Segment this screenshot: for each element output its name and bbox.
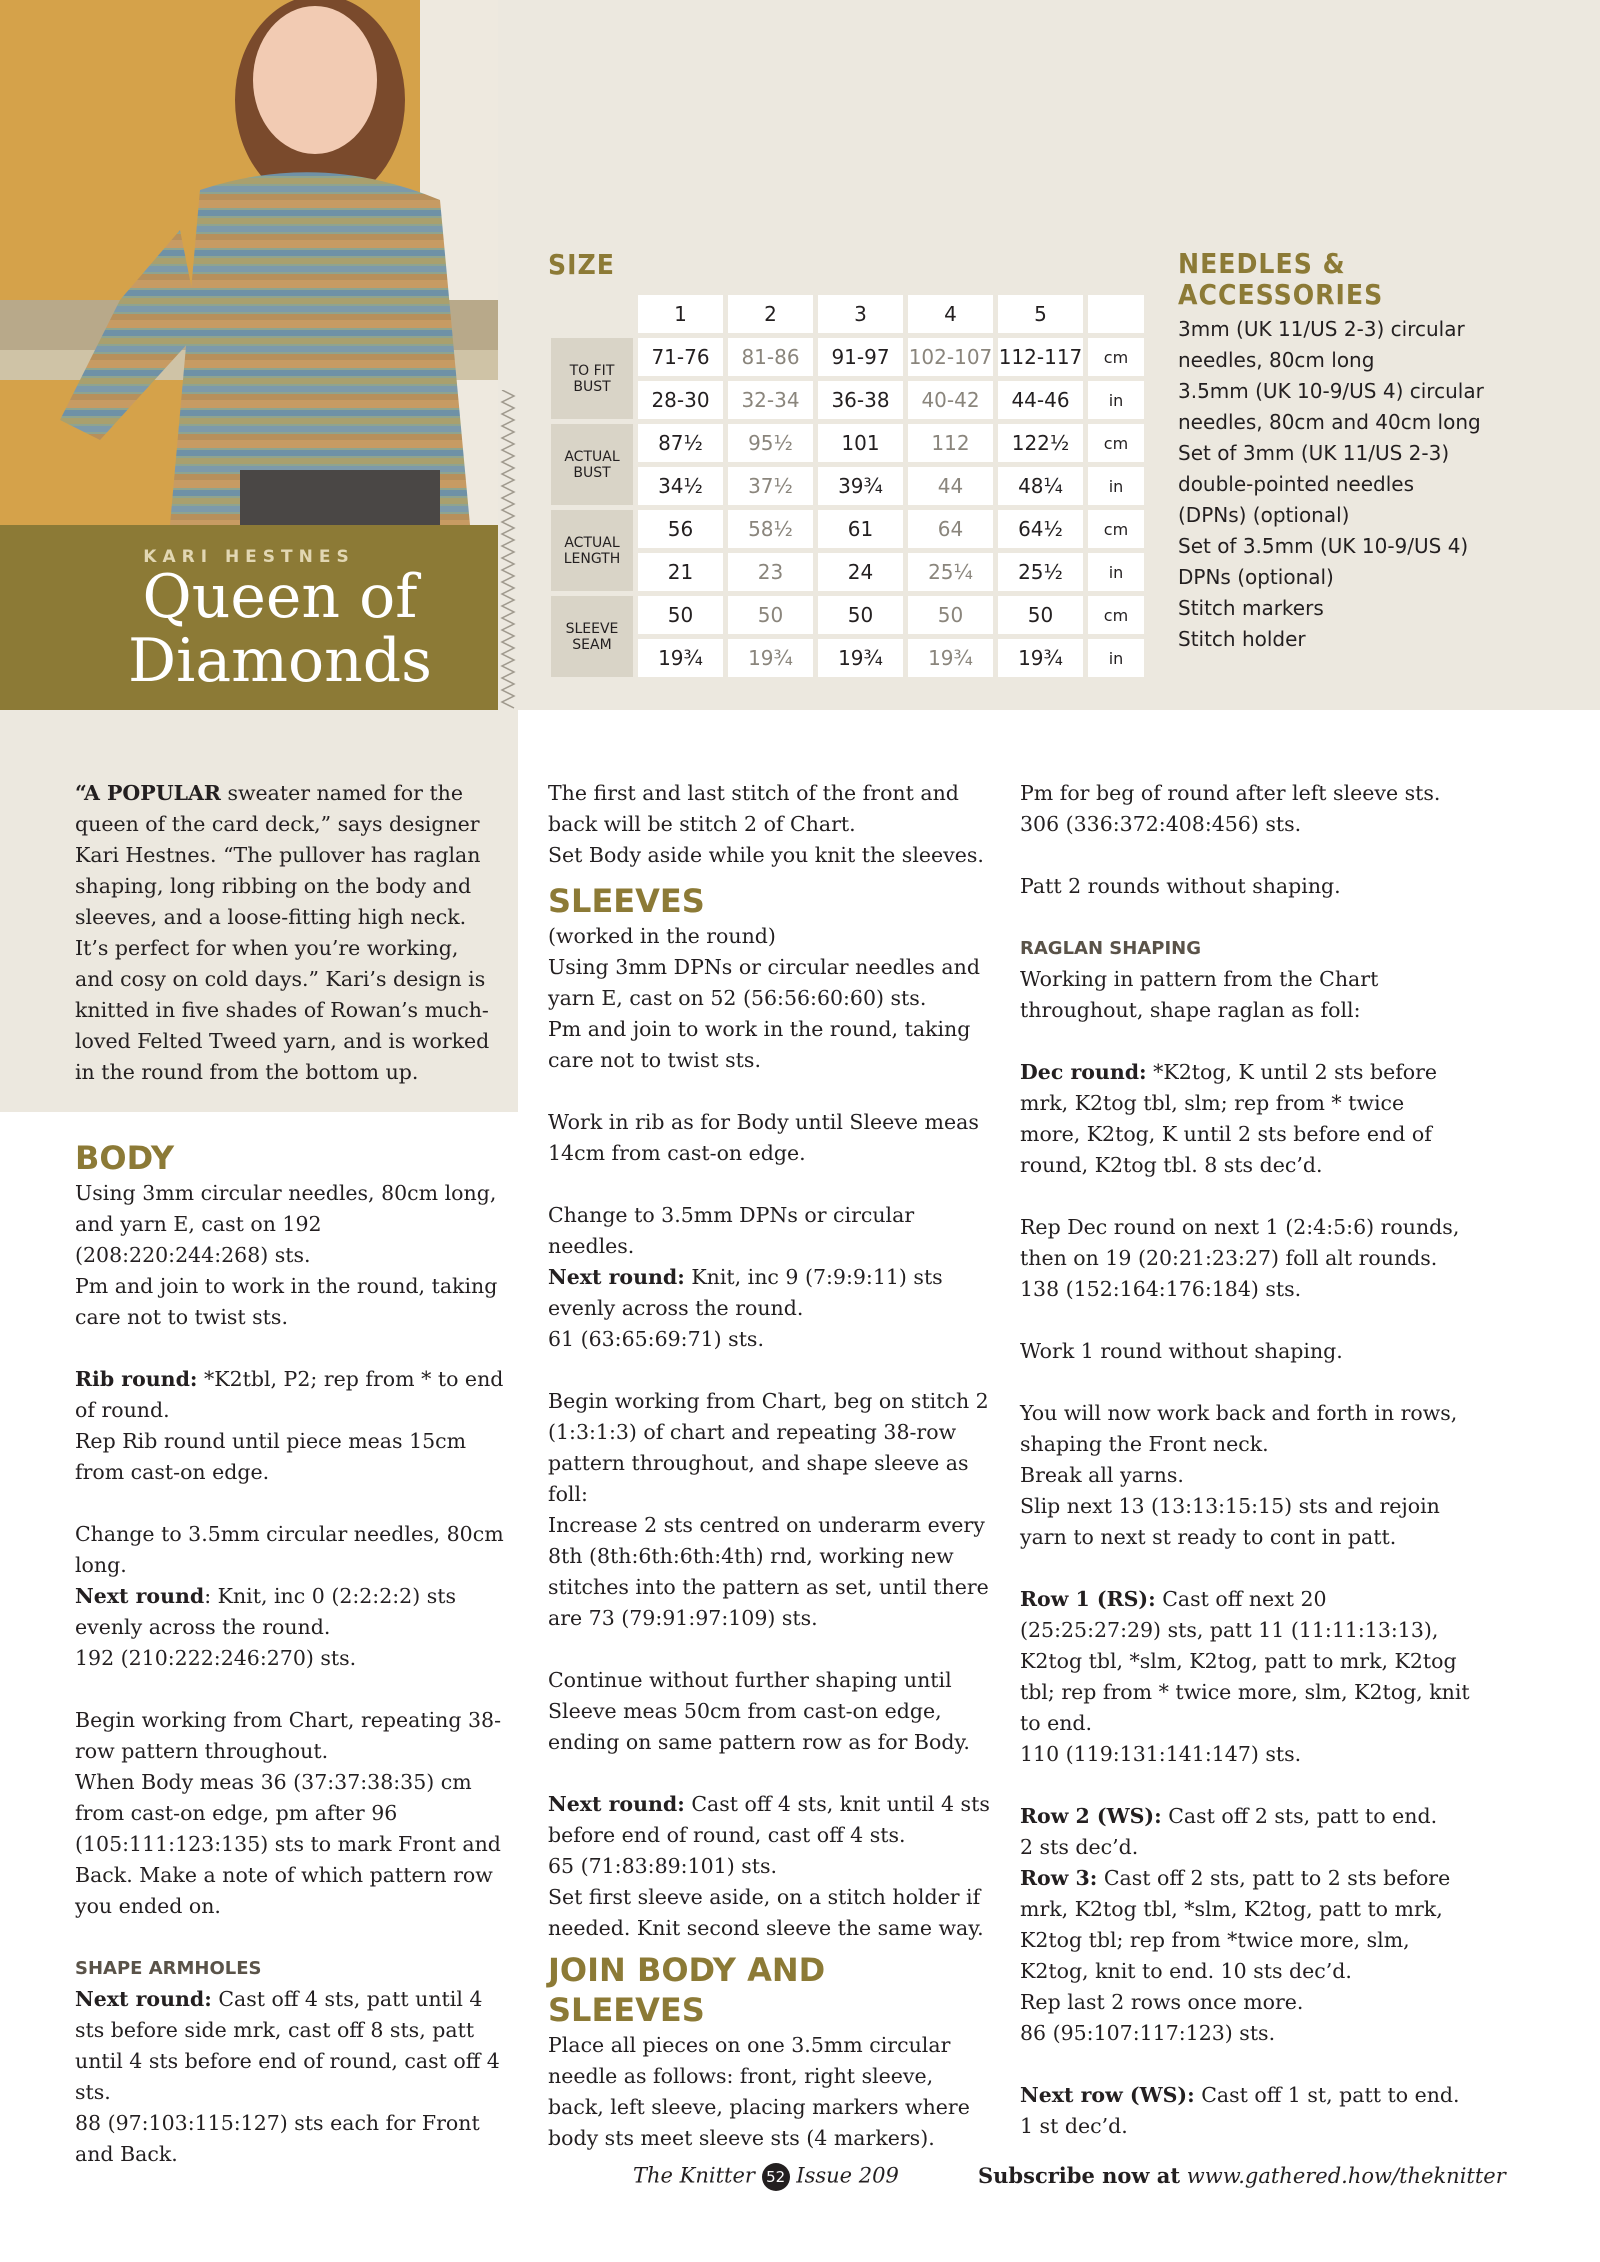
table-row <box>551 424 1144 462</box>
col3-p6: 138 (152:164:176:184) sts. <box>1020 1277 1302 1301</box>
row3-text: Cast off 2 sts, patt to 2 sts before mrk, K2tog tbl, *slm, K2tog, patt to mrk, K2tog tbl; rep from *twice more, slm, K2tog, knit to end. 10 sts dec’d. <box>1020 1866 1451 1983</box>
list-item: Stitch holder <box>1178 627 1306 651</box>
col3-p7: Work 1 round without shaping. <box>1020 1339 1343 1363</box>
table-cell: 56 <box>638 510 723 548</box>
table-cell: 50 <box>998 596 1083 634</box>
sleeves-heading: SLEEVES <box>548 882 705 920</box>
col3-p4: Working in pattern from the Chart throughout, shape raglan as foll: <box>1020 967 1379 1022</box>
sleeves-s12: 65 (71:83:89:101) sts. <box>548 1854 778 1878</box>
row-label: SLEEVE SEAM <box>551 596 633 677</box>
raglan-heading: RAGLAN SHAPING <box>1020 938 1201 959</box>
table-cell: 64 <box>908 510 993 548</box>
intro-lead: “A POPULAR <box>75 781 221 805</box>
col3-p14: 86 (95:107:117:123) sts. <box>1020 2021 1276 2045</box>
table-cell: 44 <box>908 467 993 505</box>
rib-text: *K2tbl, P2; rep from * to end of round. <box>75 1367 504 1422</box>
table-cell: 19¾ <box>638 639 723 677</box>
table-cell: 40-42 <box>908 381 993 419</box>
table-cell: 112 <box>908 424 993 462</box>
col3-p10: Slip next 13 (13:13:15:15) sts and rejoin yarn to next st ready to cont in patt. <box>1020 1494 1440 1549</box>
unit-cm: cm <box>1088 596 1144 634</box>
list-item: Set of 3.5mm (UK 10-9/US 4) DPNs (optional) <box>1178 534 1469 589</box>
table-cell: 39¾ <box>818 467 903 505</box>
subscribe-text: Subscribe now at <box>978 2163 1181 2188</box>
table-cell: 19¾ <box>908 639 993 677</box>
col2-p1: The first and last stitch of the front and back will be stitch 2 of Chart. <box>548 781 959 836</box>
row2-text: Cast off 2 sts, patt to end. <box>1161 1804 1438 1828</box>
intro-text <box>75 778 495 1088</box>
sleeves-next-text: Knit, inc 9 (7:9:9:11) sts evenly across the round. <box>548 1265 943 1320</box>
table-cell: 102-107 <box>908 338 993 376</box>
issue-number: Issue 209 <box>796 2163 899 2188</box>
list-item: Set of 3mm (UK 11/US 2-3) double-pointed needles (DPNs) (optional) <box>1178 441 1450 527</box>
size-table <box>546 290 1149 682</box>
needles-heading-line-1: NEEDLES & <box>1178 247 1346 280</box>
col3-p12: 2 sts dec’d. <box>1020 1835 1139 1859</box>
join-j1: Place all pieces on one 3.5mm circular needle as follows: front, right sleeve, back, left sleeve, placing markers where body sts meet sleeve sts (4 markers). <box>548 2033 970 2150</box>
join-heading: JOIN BODY AND SLEEVES <box>548 1951 826 2029</box>
column-2 <box>548 778 993 2154</box>
body-p4: Change to 3.5mm circular needles, 80cm long. <box>75 1522 504 1577</box>
column-1 <box>75 1138 505 2170</box>
col3-p5: Rep Dec round on next 1 (2:4:5:6) rounds, then on 19 (20:21:23:27) foll alt rounds. <box>1020 1215 1460 1270</box>
sleeves-s13: Set first sleeve aside, on a stitch holder if needed. Knit second sleeve the same way. <box>548 1885 984 1940</box>
col3-p13: Rep last 2 rows once more. <box>1020 1990 1304 2014</box>
table-cell: 28-30 <box>638 381 723 419</box>
sleeves-next-label: Next round: <box>548 1265 685 1289</box>
size-header-row <box>551 295 1144 333</box>
size-2: 2 <box>728 295 813 333</box>
table-cell: 95½ <box>728 424 813 462</box>
intro-body: sweater named for the queen of the card deck,” says designer Kari Hestnes. “The pullover has raglan shaping, long ribbing on the body and sleeves, and a loose-fitting high neck. It’s perfect for when you’re working, and cosy on cold days.” Kari’s design is knitted in five shades of Rowan’s much-loved Felted Tweed yarn, and is worked in the round from the bottom up. <box>75 781 490 1084</box>
sleeves-s1: (worked in the round) <box>548 924 776 948</box>
magazine-name: The Knitter <box>633 2163 755 2188</box>
body-heading: BODY <box>75 1139 174 1177</box>
table-cell: 64½ <box>998 510 1083 548</box>
body-p7: When Body meas 36 (37:37:38:35) cm from cast-on edge, pm after 96 (105:111:123:135) sts to mark Front and Back. Make a note of which pattern row you ended on. <box>75 1770 501 1918</box>
unit-in: in <box>1088 381 1144 419</box>
table-cell: 19¾ <box>728 639 813 677</box>
table-cell: 71-76 <box>638 338 723 376</box>
sleeves-s10: Continue without further shaping until Sleeve meas 50cm from cast-on edge, ending on same pattern row as for Body. <box>548 1668 970 1754</box>
table-cell: 23 <box>728 553 813 591</box>
dec-round-label: Dec round: <box>1020 1060 1147 1084</box>
row-label: ACTUAL BUST <box>551 424 633 505</box>
armholes-heading: SHAPE ARMHOLES <box>75 1958 262 1979</box>
sleeves-s5: Change to 3.5mm DPNs or circular needles. <box>548 1203 915 1258</box>
table-cell: 44-46 <box>998 381 1083 419</box>
row1-text: Cast off next 20 (25:25:27:29) sts, patt 11 (11:11:13:13), K2tog tbl, *slm, K2tog, patt to mrk, K2tog tbl; rep from * twice more, slm, K2tog, knit to end. <box>1020 1587 1470 1735</box>
table-cell: 19¾ <box>818 639 903 677</box>
table-cell: 48¼ <box>998 467 1083 505</box>
table-cell: 19¾ <box>998 639 1083 677</box>
row2-label: Row 2 (WS): <box>1020 1804 1162 1828</box>
unit-cm: cm <box>1088 424 1144 462</box>
body-p3: Rep Rib round until piece meas 15cm from cast-on edge. <box>75 1429 467 1484</box>
next-round-label: Next round <box>75 1584 205 1608</box>
sleeves-s9: Increase 2 sts centred on underarm every 8th (8th:6th:6th:4th) rnd, working new stitches into the pattern as set, until there are 73 (79:91:97:109) sts. <box>548 1513 989 1630</box>
list-item: 3mm (UK 11/US 2-3) circular needles, 80cm long <box>1178 317 1465 372</box>
armholes-label: Next round: <box>75 1987 212 2011</box>
needles-list <box>1178 314 1488 655</box>
sleeves-s8: Begin working from Chart, beg on stitch 2 (1:3:1:3) of chart and repeating 38-row pattern throughout, and shape sleeve as foll: <box>548 1389 989 1506</box>
col3-p8: You will now work back and forth in rows, shaping the Front neck. <box>1020 1401 1458 1456</box>
size-heading: SIZE <box>548 248 615 281</box>
table-row <box>551 381 1144 419</box>
table-cell: 36-38 <box>818 381 903 419</box>
armholes-text: Cast off 4 sts, patt until 4 sts before side mrk, cast off 8 sts, patt until 4 sts before end of round, cast off 4 sts. <box>75 1987 500 2104</box>
unit-cm: cm <box>1088 510 1144 548</box>
pattern-title <box>0 562 560 696</box>
sleeves-s3: Pm and join to work in the round, taking care not to twist sts. <box>548 1017 971 1072</box>
blank-cell <box>551 295 633 333</box>
table-cell: 25½ <box>998 553 1083 591</box>
list-item: Stitch markers <box>1178 596 1324 620</box>
row1-label: Row 1 (RS): <box>1020 1587 1156 1611</box>
subscribe-link[interactable]: www.gathered.how/theknitter <box>1186 2164 1506 2188</box>
table-cell: 21 <box>638 553 723 591</box>
table-cell: 61 <box>818 510 903 548</box>
unit-blank <box>1088 295 1144 333</box>
sleeves-castoff-label: Next round: <box>548 1792 685 1816</box>
unit-in: in <box>1088 553 1144 591</box>
sleeves-s2: Using 3mm DPNs or circular needles and yarn E, cast on 52 (56:56:60:60) sts. <box>548 955 980 1010</box>
table-cell: 122½ <box>998 424 1083 462</box>
table-cell: 101 <box>818 424 903 462</box>
table-row <box>551 553 1144 591</box>
body-p5: 192 (210:222:246:270) sts. <box>75 1646 357 1670</box>
unit-in: in <box>1088 639 1144 677</box>
table-row <box>551 510 1144 548</box>
col3-p2: 306 (336:372:408:456) sts. <box>1020 812 1302 836</box>
col3-p9: Break all yarns. <box>1020 1463 1184 1487</box>
row3-label: Row 3: <box>1020 1866 1098 1890</box>
footer-magazine <box>633 2163 899 2191</box>
model-photo <box>0 0 498 525</box>
table-cell: 87½ <box>638 424 723 462</box>
zigzag-divider <box>500 390 516 710</box>
row-label: ACTUAL LENGTH <box>551 510 633 591</box>
designer-name: KARI HESTNES <box>143 547 355 567</box>
col3-p3: Patt 2 rounds without shaping. <box>1020 874 1341 898</box>
table-cell: 91-97 <box>818 338 903 376</box>
table-cell: 24 <box>818 553 903 591</box>
table-cell: 50 <box>638 596 723 634</box>
column-3 <box>1020 778 1470 2142</box>
next-row-text: Cast off 1 st, patt to end. <box>1194 2083 1460 2107</box>
table-cell: 50 <box>728 596 813 634</box>
body-p1: Using 3mm circular needles, 80cm long, and yarn E, cast on 192 (208:220:244:268) sts. <box>75 1181 497 1267</box>
page-number: 52 <box>762 2163 790 2191</box>
body-p8: 88 (97:103:115:127) sts each for Front and Back. <box>75 2111 480 2166</box>
table-row <box>551 596 1144 634</box>
next-round-text: : Knit, inc 0 (2:2:2:2) sts evenly across the round. <box>75 1584 456 1639</box>
table-cell: 81-86 <box>728 338 813 376</box>
table-cell: 50 <box>908 596 993 634</box>
footer-subscribe <box>978 2163 1506 2188</box>
table-row <box>551 639 1144 677</box>
table-row <box>551 467 1144 505</box>
title-line-2: Diamonds <box>128 626 432 696</box>
row-label: TO FIT BUST <box>551 338 633 419</box>
col3-p11: 110 (119:131:141:147) sts. <box>1020 1742 1302 1766</box>
body-p6: Begin working from Chart, repeating 38-row pattern throughout. <box>75 1708 502 1763</box>
sleeves-castoff-text: Cast off 4 sts, knit until 4 sts before end of round, cast off 4 sts. <box>548 1792 990 1847</box>
table-row <box>551 338 1144 376</box>
col3-p1: Pm for beg of round after left sleeve sts. <box>1020 781 1441 805</box>
title-line-1: Queen of <box>142 562 418 632</box>
table-cell: 58½ <box>728 510 813 548</box>
size-5: 5 <box>998 295 1083 333</box>
unit-cm: cm <box>1088 338 1144 376</box>
table-cell: 32-34 <box>728 381 813 419</box>
body-p2: Pm and join to work in the round, taking care not to twist sts. <box>75 1274 498 1329</box>
table-cell: 112-117 <box>998 338 1083 376</box>
needles-heading <box>1178 248 1478 310</box>
model-photo-illustration <box>0 0 498 525</box>
list-item: 3.5mm (UK 10-9/US 4) circular needles, 80cm and 40cm long <box>1178 379 1484 434</box>
rib-label: Rib round: <box>75 1367 198 1391</box>
dec-round-text: *K2tog, K until 2 sts before mrk, K2tog tbl, slm; rep from * twice more, K2tog, K until 2 sts before end of round, K2tog tbl. 8 sts dec’d. <box>1020 1060 1438 1177</box>
size-1: 1 <box>638 295 723 333</box>
table-cell: 25¼ <box>908 553 993 591</box>
needles-heading-line-2: ACCESSORIES <box>1178 278 1384 311</box>
col2-p2: Set Body aside while you knit the sleeves. <box>548 843 984 867</box>
table-cell: 50 <box>818 596 903 634</box>
sleeves-s7: 61 (63:65:69:71) sts. <box>548 1327 764 1351</box>
table-cell: 37½ <box>728 467 813 505</box>
size-3: 3 <box>818 295 903 333</box>
unit-in: in <box>1088 467 1144 505</box>
table-cell: 34½ <box>638 467 723 505</box>
size-4: 4 <box>908 295 993 333</box>
next-row-label: Next row (WS): <box>1020 2083 1195 2107</box>
col3-p15: 1 st dec’d. <box>1020 2114 1128 2138</box>
sleeves-s4: Work in rib as for Body until Sleeve meas 14cm from cast-on edge. <box>548 1110 979 1165</box>
